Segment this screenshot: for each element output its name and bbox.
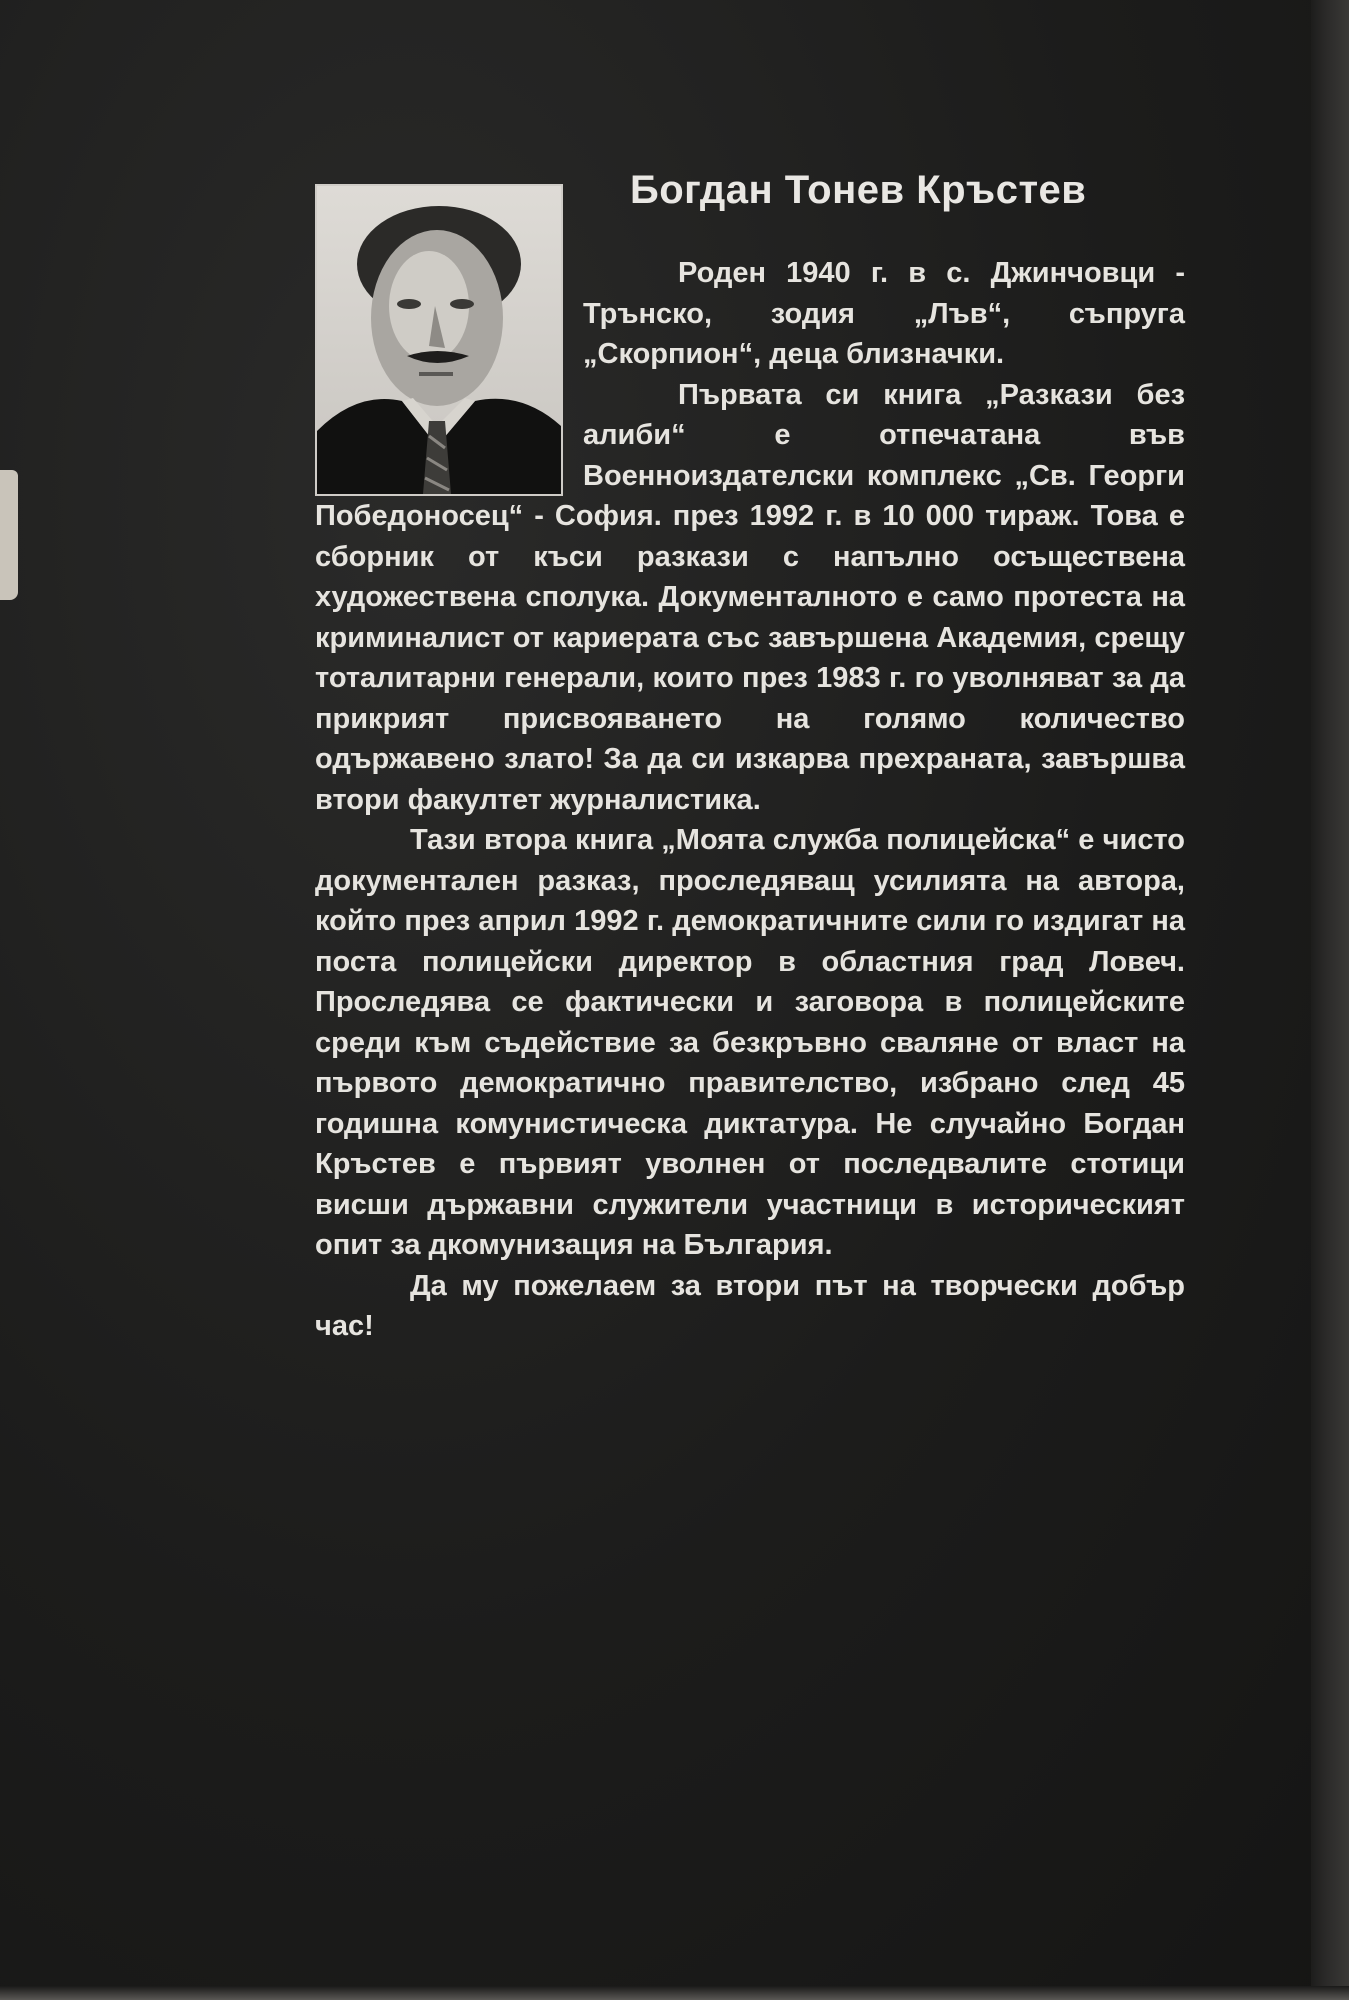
author-name: Богдан Тонев Кръстев bbox=[630, 168, 1087, 212]
paragraph-birth: Роден 1940 г. в с. Джинчовци - Трънско, зодия „Лъв“, съпруга „Скорпион“, деца близначки. bbox=[583, 257, 1185, 370]
paragraph-first-book: Първата си книга „Разкази без алиби“ е отпечатана във Военноиздателски комплекс „Св. Георги Победоносец“ - София. през 1992 г. в 10 000 тираж. Това е сборник от къси разкази с напълно осъществена художествена сполука. Документалното е само протеста на криминалист от кариерата със завършена Академия, срещу тоталитарни генерали, които през 1983 г. го уволняват за да прикрият присвояването на голямо количество одържавено злато! За да си изкарва прехраната, завършва втори факултет журналистика. bbox=[315, 378, 1185, 816]
biography-text bbox=[315, 253, 1185, 1347]
paragraph-second-book: Тази втора книга „Моята служба полицейска“ е чисто документален разказ, проследяващ усилията на автора, който през април 1992 г. демократичните сили го издигат на поста полицейски директор в областния град Ловеч. Проследява се фактически и заговора в полицейските среди към съдействие за безкръвно сваляне от власт на първото демократично правителство, избрано след 45 годишна комунистическа диктатура. Не случайно Богдан Кръстев е първият уволнен от последвалите стотици висши държавни служители участници в историческият опит за дкомунизация на България. bbox=[315, 824, 1185, 1261]
bottom-edge bbox=[0, 1986, 1349, 2000]
spine-edge bbox=[1311, 0, 1349, 2000]
worn-edge bbox=[0, 470, 18, 600]
paragraph-wish: Да му пожелаем за втори път на творчески добър час! bbox=[315, 1269, 1185, 1342]
